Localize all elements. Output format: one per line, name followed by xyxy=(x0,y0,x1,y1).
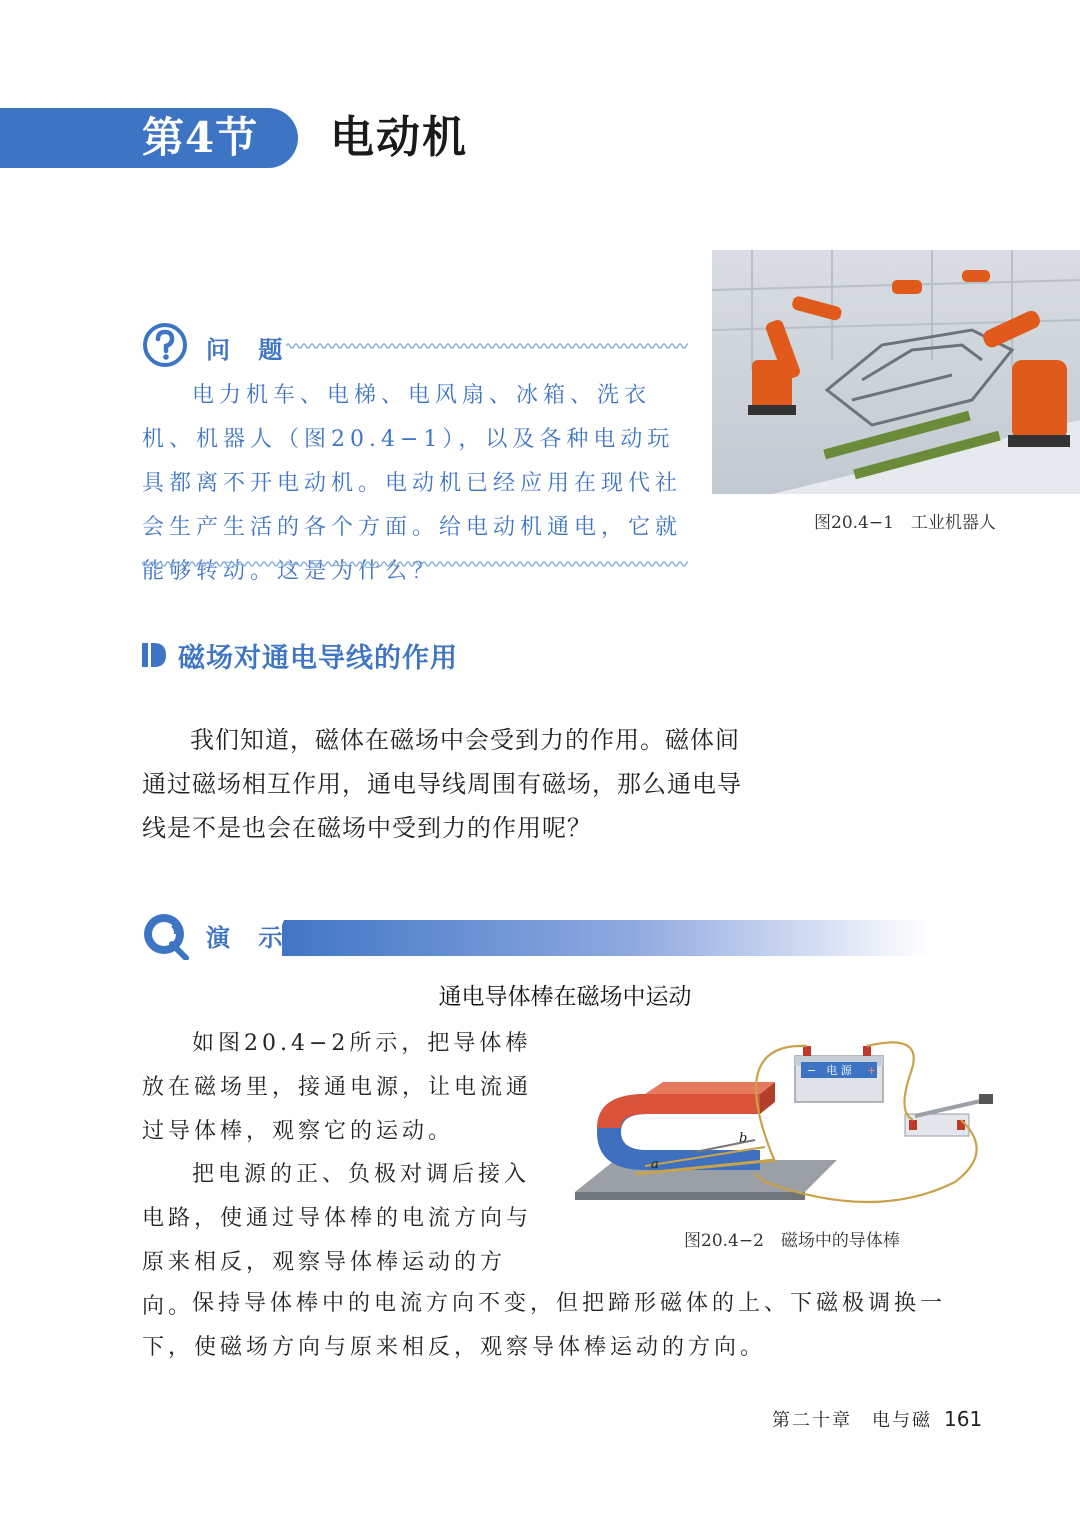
figure1-caption: 图20.4−1 工业机器人 xyxy=(814,513,996,533)
question-divider-top xyxy=(286,340,688,352)
figure2-caption: 图20.4−2 磁场中的导体棒 xyxy=(684,1231,900,1251)
point-a-label: a xyxy=(651,1157,659,1172)
demo-paragraph-1: 如图20.4−2所示，把导体棒放在磁场里，接通电源，让电流通过导体棒，观察它的运动。 xyxy=(142,1031,533,1144)
magnifier-icon xyxy=(142,912,190,960)
battery-plus: + xyxy=(867,1064,877,1077)
demo-title: 演 示 xyxy=(206,924,293,952)
battery-minus: − xyxy=(807,1064,817,1077)
footer-chapter: 第二十章 电与磁 xyxy=(772,1410,932,1431)
question-title: 问 题 xyxy=(206,336,293,364)
demo-subtitle: 通电导体棒在磁场中运动 xyxy=(438,984,692,1010)
section-number: 第4节 xyxy=(142,113,259,162)
demo-paragraph-3: 保持导体棒中的电流方向不变，但把蹄形磁体的上、下磁极调换一下，使磁场方向与原来相反，观察导体棒运动的方向。 xyxy=(142,1291,947,1360)
question-text: 电力机车、电梯、电风扇、冰箱、洗衣机、机器人（图20.4−1），以及各种电动玩具都离不开电动机。电动机已经应用在现代社会生产生活的各个方面。给电动机通电，它就能够转动。这是为什么？ xyxy=(142,383,683,584)
point-b-label: b xyxy=(739,1131,748,1146)
question-icon xyxy=(142,322,188,368)
subsection-title: 磁场对通电导线的作用 xyxy=(178,643,458,674)
intro-paragraph: 我们知道，磁体在磁场中会受到力的作用。磁体间通过磁场相互作用，通电导线周围有磁场，那么通电导线是不是也会在磁场中受到力的作用呢？ xyxy=(142,726,742,842)
demo-paragraph-2: 把电源的正、负极对调后接入电路，使通过导体棒的电流方向与原来相反，观察导体棒运动的方向。 xyxy=(142,1162,533,1319)
subsection-marker-icon xyxy=(142,642,166,668)
page-number: 161 xyxy=(944,1407,983,1431)
conductor-in-magnet-illustration xyxy=(575,1032,1005,1212)
industrial-robot-photo xyxy=(712,250,1080,494)
question-divider-bottom xyxy=(142,558,688,570)
demo-header-bar xyxy=(270,920,930,956)
section-title: 电动机 xyxy=(330,112,468,163)
page-footer xyxy=(772,1406,982,1432)
battery-label: 电 源 xyxy=(826,1064,852,1077)
